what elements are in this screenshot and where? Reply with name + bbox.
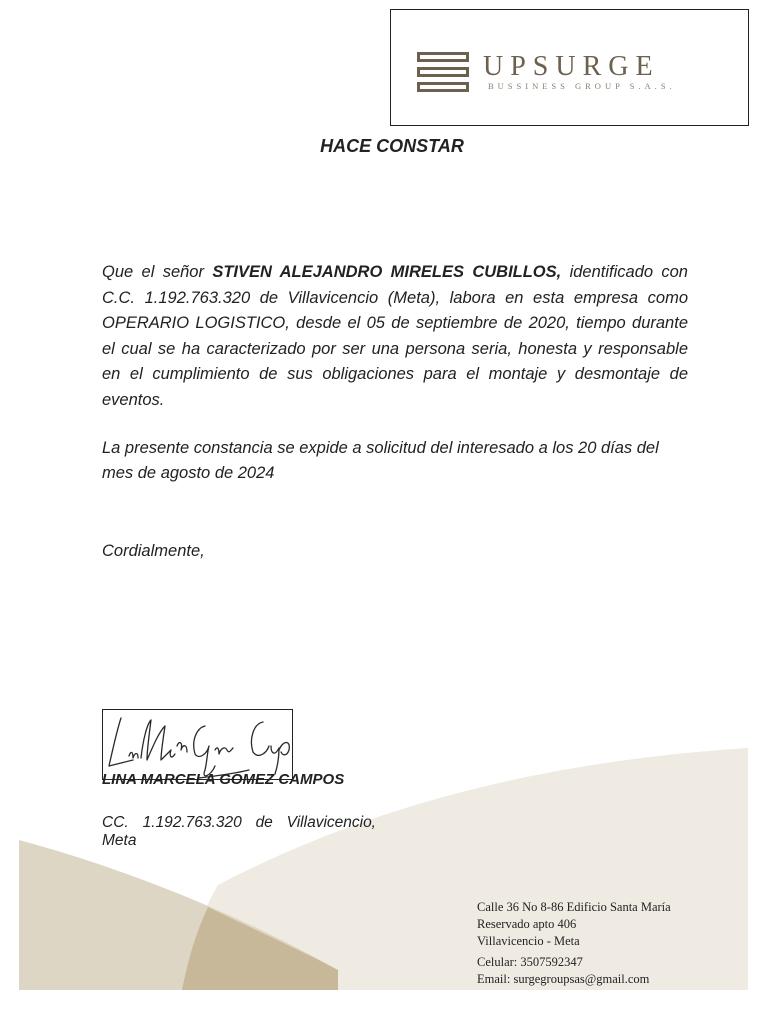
issuance-line-2: mes de agosto de 2024: [102, 464, 275, 482]
signer-name: LINA MARCELA GOMEZ CAMPOS: [102, 771, 345, 788]
issuance-paragraph: [102, 436, 662, 486]
logo-name: UPSURGE: [483, 51, 660, 82]
email-line: Email: surgegroupsas@gmail.com: [477, 972, 650, 986]
contact-info: [477, 899, 747, 988]
greeting: Cordialmente,: [102, 542, 205, 560]
employee-name: STIVEN ALEJANDRO MIRELES CUBILLOS,: [212, 263, 562, 281]
document-heading: HACE CONSTAR: [320, 136, 464, 156]
issuance-line-1: La presente constancia se expide a solicitud del interesado a los 20 días del: [102, 439, 659, 457]
signature-box: [102, 709, 293, 780]
signer-id: CC. 1.192.763.320 de Villavicencio, Meta: [102, 814, 376, 849]
paragraph-intro: Que el señor: [102, 263, 213, 281]
phone-line: Celular: 3507592347: [477, 955, 583, 969]
logo-bars-icon: [417, 52, 469, 92]
certification-paragraph: [102, 260, 688, 413]
paragraph-rest: identificado con C.C. 1.192.763.320 de Villavicencio (Meta), labora en esta empresa como OPERARIO LOGISTICO, desde el 05 de septiembre de 2020, tiempo durante el cual se ha caracterizado por ser una persona seria, honesta y responsable en el cumplimiento de sus obligaciones para el montaje y desmontaje de eventos.: [102, 263, 688, 409]
address-line-1: Calle 36 No 8-86 Edificio Santa María: [477, 900, 671, 914]
logo-subtitle: BUSSINESS GROUP S.A.S.: [488, 81, 676, 91]
address-line-2: Reservado apto 406: [477, 917, 577, 931]
company-logo: [390, 9, 749, 126]
city-line: Villavicencio - Meta: [477, 934, 580, 948]
